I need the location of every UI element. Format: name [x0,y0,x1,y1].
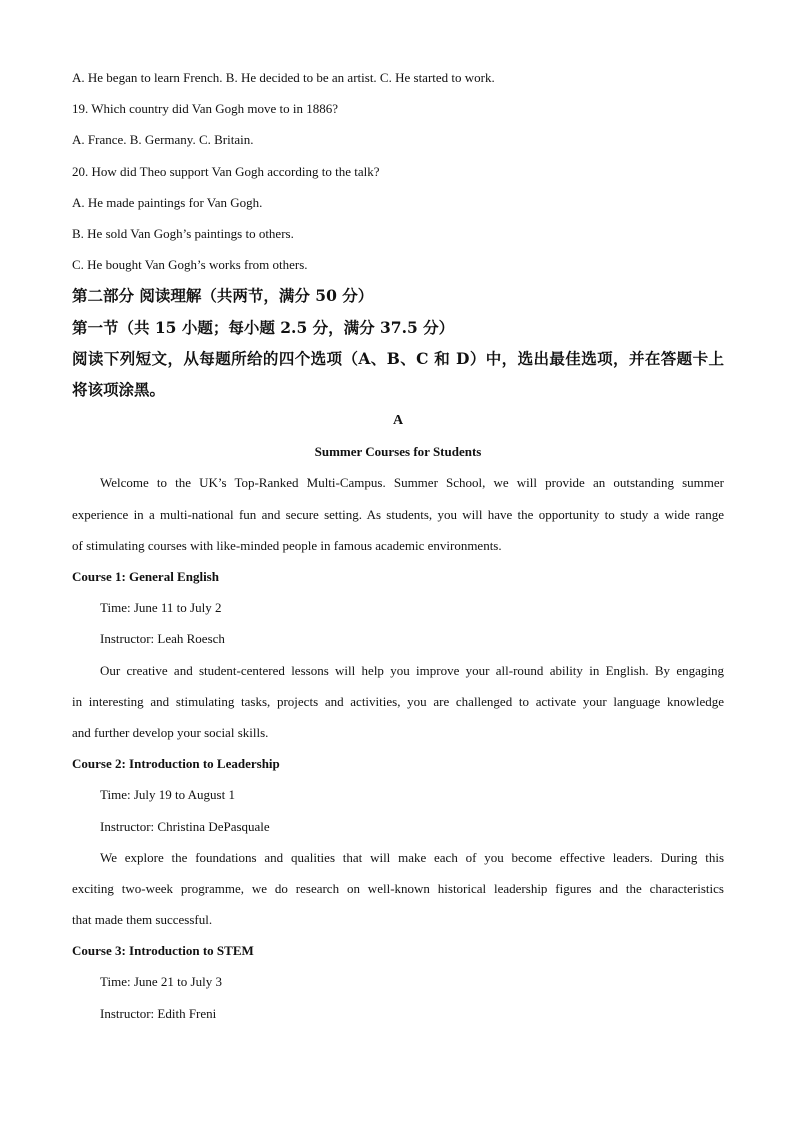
course-2-time: Time: July 19 to August 1 [100,787,235,803]
course-1-desc-line-2: in interesting and stimulating tasks, projects and activities, you are challenged to activate your language knowledge [72,693,724,709]
course-3-heading: Course 3: Introduction to STEM [72,943,254,959]
course-1-desc-line-1: Our creative and student-centered lessons will help you improve your all-round ability in English. By engaging [100,662,724,678]
subsection-title: 第一节（共 15 小题；每小题 2.5 分，满分 37.5 分） [72,317,455,337]
course-1-instructor: Instructor: Leah Roesch [100,631,225,647]
instruction-line-2: 将该项涂黑。 [72,379,166,399]
course-1-desc-line-3: and further develop your social skills. [72,724,269,740]
course-2-desc-line-1: We explore the foundations and qualities that will make each of you become effective leaders. During this [100,849,724,865]
course-1-time: Time: June 11 to July 2 [100,600,222,616]
q19-stem: 19. Which country did Van Gogh move to in 1886? [72,101,338,117]
q19-options: A. France. B. Germany. C. Britain. [72,132,254,148]
exam-page [72,62,724,1029]
course-3-instructor: Instructor: Edith Freni [100,1005,217,1021]
q18-options: A. He began to learn French. B. He decided to be an artist. C. He started to work. [72,70,495,85]
course-2-instructor: Instructor: Christina DePasquale [100,818,270,834]
course-1-heading: Course 1: General English [72,569,219,584]
passage-title: Summer Courses for Students [314,444,482,460]
instruction-line-1: 阅读下列短文，从每题所给的四个选项（A、B、C 和 D）中，选出最佳选项，并在答题卡上 [72,348,724,368]
q20-option-c: C. He bought Van Gogh’s works from others. [72,257,308,273]
passage-letter: A [392,413,404,429]
course-2-heading: Course 2: Introduction to Leadership [72,756,280,772]
intro-line-2: experience in a multi-national fun and secure setting. As students, you will have the opportunity to study a wide range [72,506,724,522]
intro-line-3: of stimulating courses with like-minded people in famous academic environments. [72,537,502,553]
course-2-desc-line-2: exciting two-week programme, we do research on well-known historical leadership figures and the characteristics [72,880,724,896]
course-2-desc-line-3: that made them successful. [72,912,213,928]
intro-line-1: Welcome to the UK’s Top-Ranked Multi-Campus. Summer School, we will provide an outstanding summer [100,475,724,491]
q20-option-a: A. He made paintings for Van Gogh. [72,194,263,210]
q20-option-b: B. He sold Van Gogh’s paintings to others. [72,225,294,241]
part-title: 第二部分 阅读理解（共两节，满分 50 分） [72,286,374,306]
course-3-time: Time: June 21 to July 3 [100,974,222,990]
q20-stem: 20. How did Theo support Van Gogh according to the talk? [72,163,380,179]
